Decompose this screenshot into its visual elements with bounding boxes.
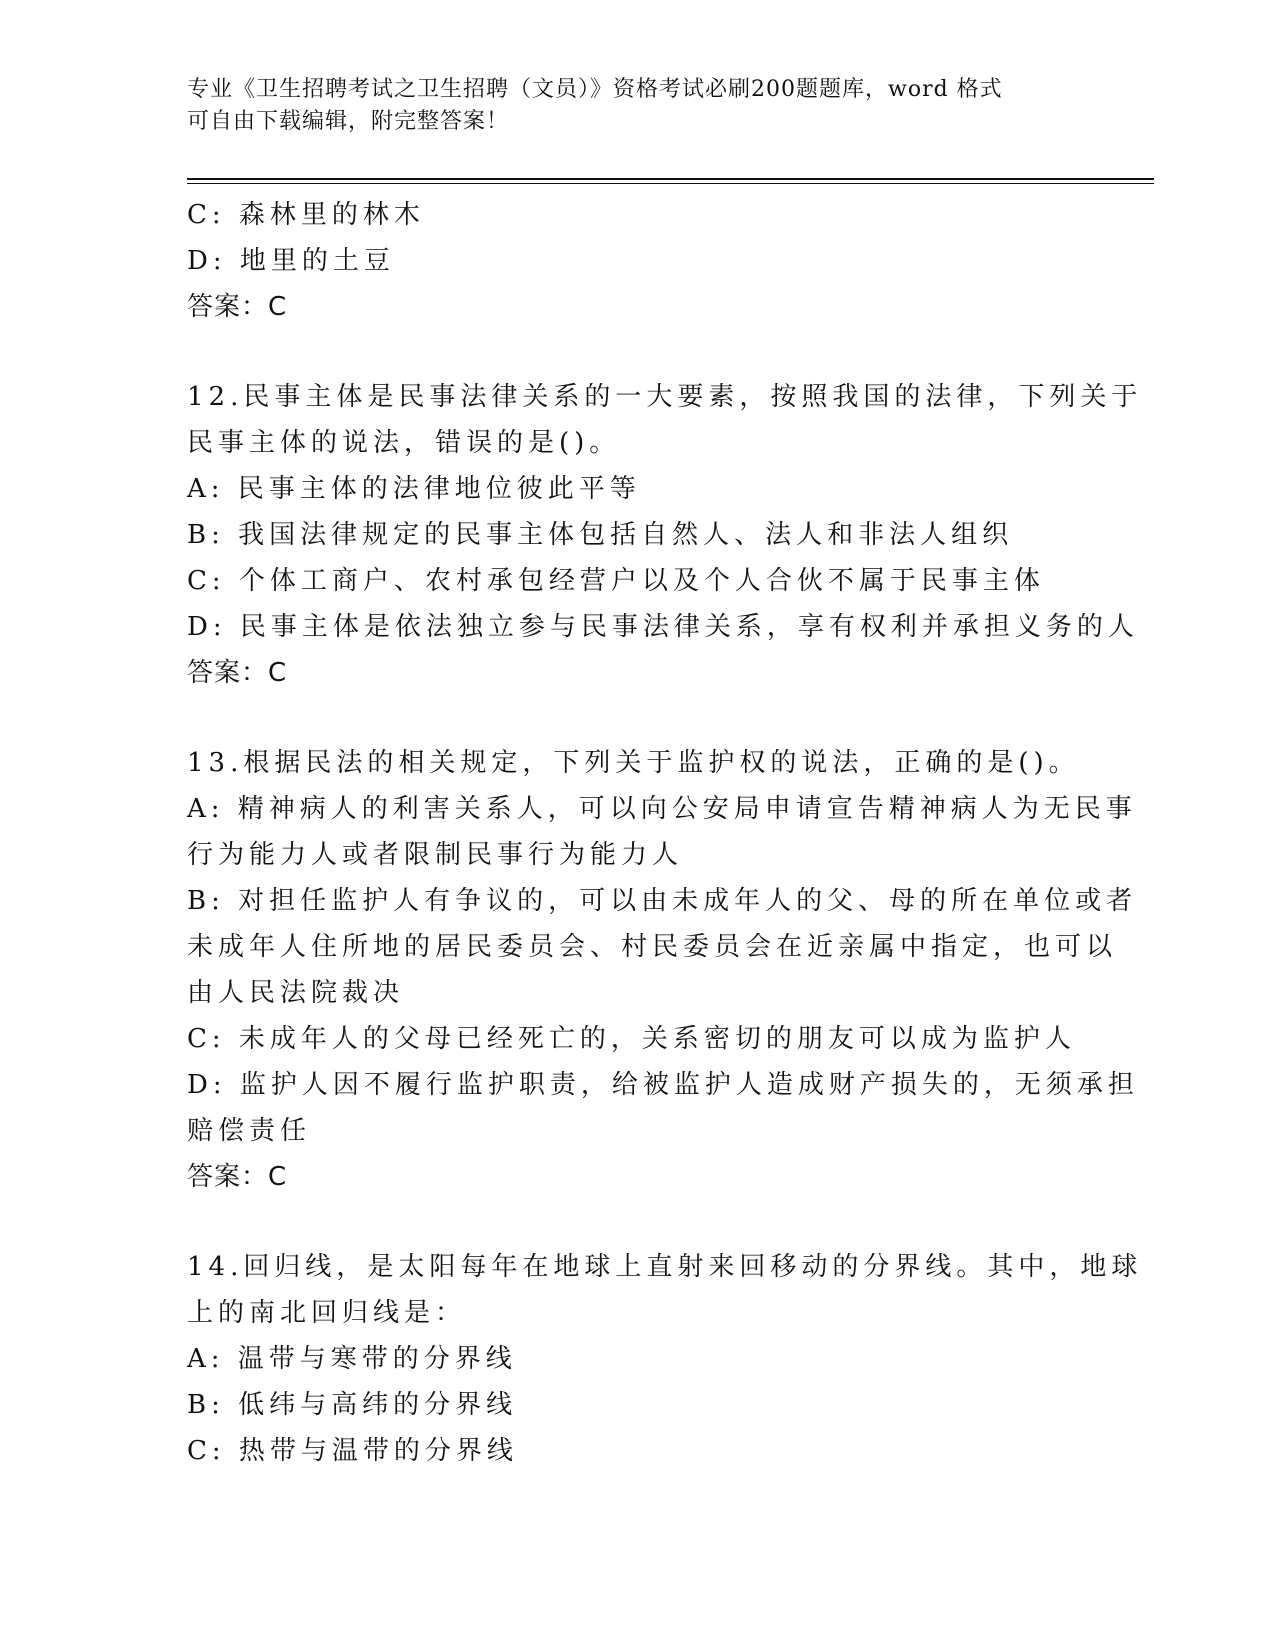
question-stem: 14.回归线，是太阳每年在地球上直射来回移动的分界线。其中，地球: [187, 1252, 1143, 1282]
option-a-continued: 行为能力人或者限制民事行为能力人: [187, 840, 684, 870]
option-c: C: 热带与温带的分界线: [187, 1436, 518, 1466]
option-b: B: 低纬与高纬的分界线: [187, 1390, 518, 1420]
answer-line: 答案：C: [187, 1162, 288, 1192]
answer-line: 答案：C: [187, 292, 288, 322]
spacer: [187, 1200, 1087, 1244]
question-stem: 12.民事主体是民事法律关系的一大要素，按照我国的法律，下列关于: [187, 382, 1143, 412]
spacer: [187, 696, 1087, 740]
option-b-continued: 由人民法院裁决: [187, 978, 405, 1008]
answer-line: 答案：C: [187, 658, 288, 688]
document-header: [187, 74, 1067, 138]
option-d-continued: 赔偿责任: [187, 1116, 312, 1146]
question-stem: 13.根据民法的相关规定，下列关于监护权的说法，正确的是()。: [187, 748, 1080, 778]
option-a: A: 精神病人的利害关系人，可以向公安局申请宣告精神病人为无民事: [187, 794, 1137, 824]
option-c: C: 未成年人的父母已经死亡的，关系密切的朋友可以成为监护人: [187, 1024, 1076, 1054]
header-divider-thick: [187, 178, 1154, 180]
document-body: [187, 192, 1143, 1474]
question-stem: 上的南北回归线是：: [187, 1298, 467, 1328]
option-d: D: 民事主体是依法独立参与民事法律关系，享有权利并承担义务的人: [187, 612, 1139, 642]
option-a: A: 温带与寒带的分界线: [187, 1344, 517, 1374]
option-a: A: 民事主体的法律地位彼此平等: [187, 474, 641, 504]
question-stem: 民事主体的说法，错误的是()。: [187, 428, 621, 458]
question-14: [187, 1244, 1143, 1474]
option-b: B: 对担任监护人有争议的，可以由未成年人的父、母的所在单位或者: [187, 886, 1138, 916]
option-b: B: 我国法律规定的民事主体包括自然人、法人和非法人组织: [187, 520, 1014, 550]
header-line-2: 可自由下载编辑，附完整答案！: [187, 109, 510, 134]
option-d: D: 地里的土豆: [187, 246, 395, 276]
option-b-continued: 未成年人住所地的居民委员会、村民委员会在近亲属中指定，也可以: [187, 932, 1118, 962]
header-divider-thin: [187, 183, 1154, 184]
question-11-partial: [187, 192, 1087, 330]
option-d: D: 监护人因不履行监护职责，给被监护人造成财产损失的，无须承担: [187, 1070, 1139, 1100]
header-line-1: 专业《卫生招聘考试之卫生招聘（文员）》资格考试必刷200题题库，word 格式: [187, 77, 1003, 102]
option-c: C: 森林里的林木: [187, 200, 425, 230]
question-12: [187, 374, 1143, 696]
option-c: C: 个体工商户、农村承包经营户以及个人合伙不属于民事主体: [187, 566, 1045, 596]
spacer: [187, 330, 1087, 374]
question-13: [187, 740, 1139, 1200]
